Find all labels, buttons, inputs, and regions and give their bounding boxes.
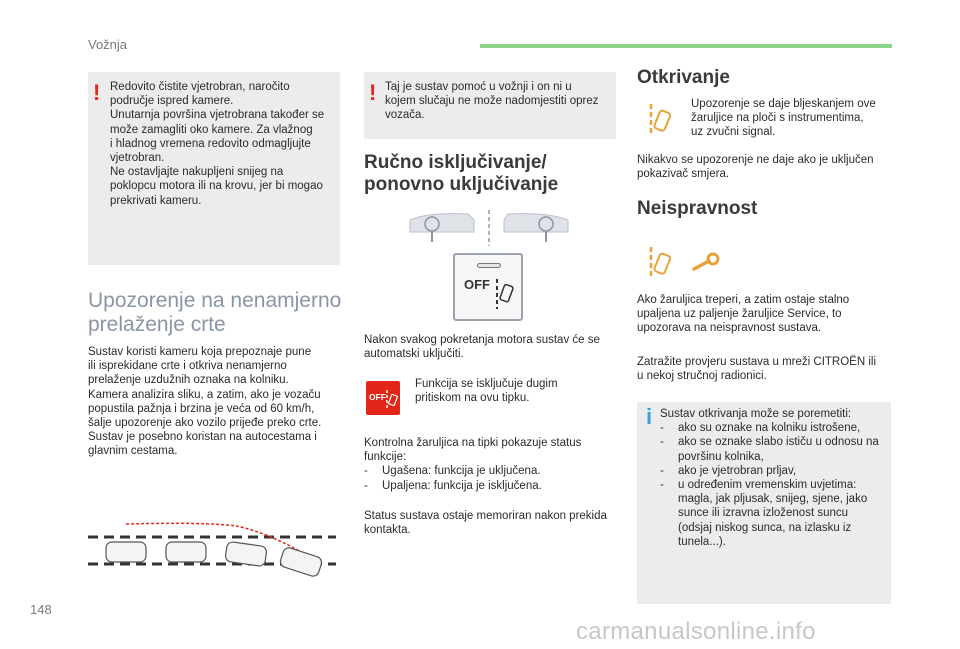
warning-box-camera: [88, 72, 340, 265]
status-indicator-text: Kontrolna žaruljica na tipki pokazuje status funkcije: - Ugašena: funkcija je uključena. - Upaljena: funkcija je isključena.: [364, 437, 582, 492]
list-item: - ako se oznake slabo ističu u odnosu na: [660, 436, 879, 449]
service-check-text: Zatražite provjeru sustava u mreži CITROËN ili u nekoj stručnoj radionici.: [637, 356, 877, 383]
lane-cars-top-view-illustration: [408, 210, 570, 246]
lane-warning-icon: [648, 102, 674, 138]
detection-note-text: Nikakvo se upozorenje ne daje ako je uključen pokazivač smjera.: [637, 154, 874, 181]
off-button-illustration: [453, 253, 523, 321]
detection-icon-text: Upozorenje se daje bljeskanjem ove žaruljice na ploči s instrumentima, uz zvučni signal.: [691, 98, 876, 139]
off-label: OFF: [464, 277, 490, 292]
list-item: - ako je vjetrobran prljav,: [660, 464, 797, 477]
list-item: - u određenim vremenskim uvjetima:: [660, 479, 857, 492]
auto-enable-text: Nakon svakog pokretanja motora sustav će se automatski uključiti.: [364, 334, 600, 361]
heading-manual-toggle: Ručno isključivanje/ ponovno uključivanje: [364, 152, 559, 195]
header-accent-bar: [480, 44, 892, 48]
fault-text: Ako žaruljica treperi, a zatim ostaje stalno upaljena uz paljenje žaruljice Service, to upozorava na neispravnost sustava.: [637, 294, 850, 335]
lane-departure-illustration: [86, 512, 342, 592]
lane-departure-description: Sustav koristi kameru koja prepoznaje pune ili isprekidane crte i otkriva nenamjerno prelaženje uzdužnih oznaka na kolniku. Kamera analizira sliku, a zatim, ako je vozaču popustila pažnja i brzina je veća od 60 km/h, šalje upozorenje ako vozilo prijeđe preko crte. Sustav je posebno koristan na autocestama i glavnim cestama.: [88, 346, 322, 458]
long-press-text: Funkcija se isključuje dugim pritiskom na ovu tipku.: [415, 378, 558, 405]
section-header: Vožnja: [88, 37, 128, 52]
wrench-icon: [691, 253, 721, 273]
off-icon-label: OFF: [369, 392, 386, 402]
list-item: - Upaljena: funkcija je isključena.: [364, 479, 542, 492]
warning-box-assist: [364, 72, 616, 139]
lane-warning-icon: [648, 245, 674, 281]
info-box-limitations: [637, 402, 891, 604]
warning-text: Taj je sustav pomoć u vožnji i on ni u kojem slučaju ne može nadomjestiti oprez vozača.: [385, 81, 599, 122]
off-button-icon: [366, 381, 400, 415]
warning-icon: !: [93, 80, 101, 105]
info-icon: i: [646, 404, 653, 429]
list-item: - ako su oznake na kolniku istrošene,: [660, 422, 861, 435]
warning-text: Redovito čistite vjetrobran, naročito područje ispred kamere. Unutarnja površina vjetrobrana također se može zamagliti oko kamere. Za vlažnog i hladnog vremena redovito odmagljujte vjetrobran. Ne ostavljajte nakupljeni snijeg na poklopcu motora ili na krovu, jer bi mogao prekrivati kameru.: [110, 81, 325, 207]
info-text: Sustav otkrivanja može se poremetiti: - ako su oznake na kolniku istrošene, - ako se oznake slabo ističu u odnosu na površinu kolnika, - ako je vjetrobran prljav, - u određenim vremenskim uvjetima: magla, jak pljusak, snijeg, sjene, jako sunce ili izravna izloženost suncu (odsjaj niskog sunca, na izlasku iz tunela...).: [660, 408, 879, 548]
memory-text: Status sustava ostaje memoriran nakon prekida kontakta.: [364, 510, 607, 537]
lane-car-icon: [495, 277, 515, 311]
watermark: carmanualsonline.info: [576, 618, 816, 645]
page-number: 148: [30, 602, 52, 617]
heading-detection: Otkrivanje: [637, 67, 730, 88]
status-led: [477, 263, 501, 268]
heading-lane-departure: Upozorenje na nenamjerno prelaženje crte: [88, 289, 342, 336]
list-item: - Ugašena: funkcija je uključena.: [364, 465, 541, 478]
lane-car-icon: [386, 389, 398, 411]
warning-icon: !: [369, 80, 377, 105]
heading-fault: Neispravnost: [637, 198, 758, 219]
